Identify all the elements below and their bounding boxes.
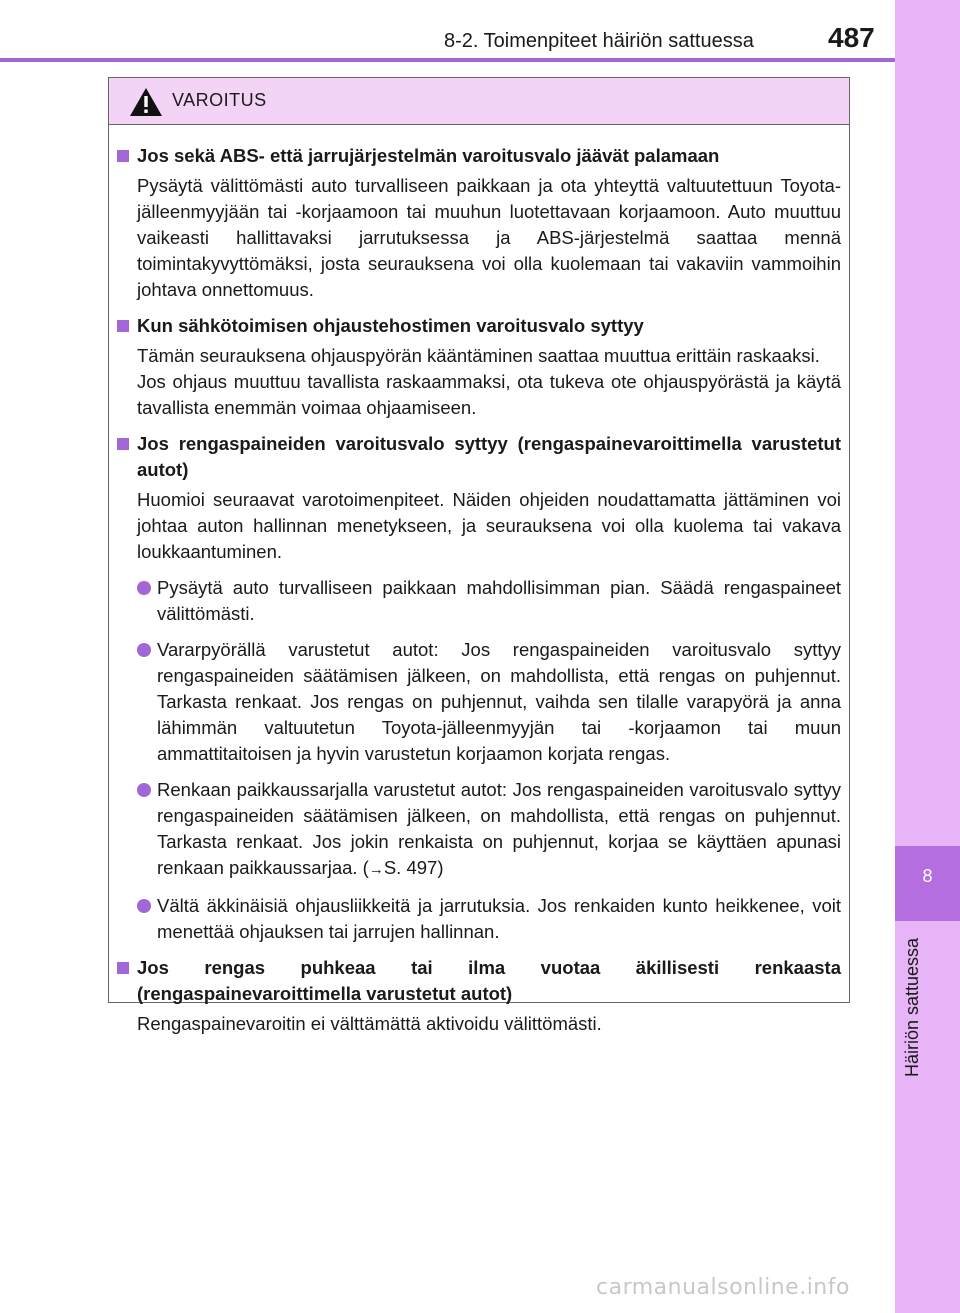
side-tab <box>895 0 960 1313</box>
warning-header <box>109 78 849 125</box>
item-heading: Kun sähkötoimisen ohjaustehostimen varoitusvalo syttyy <box>115 313 841 339</box>
paragraph: Jos ohjaus muuttuu tavallista raskaammaksi, ota tukeva ote ohjauspyörästä ja käytä tavallista enemmän voimaa ohjaamiseen. <box>137 371 841 418</box>
paragraph: Pysäytä välittömästi auto turvalliseen paikkaan ja ota yhteyttä valtuutettuun Toyota-jälleenmyyjään tai -korjaamoon tai muuhun luotettavaan korjaamoon. Auto muuttuu vaikeasti hallittavaksi jarrutuksessa ja ABS-järjestelmä saattaa mennä toimintakyvyttömäksi, josta seurauksena voi olla kuolemaan tai vakaviin vammoihin johtava onnettomuus. <box>137 175 841 300</box>
section-title: 8-2. Toimenpiteet häiriön sattuessa <box>444 30 754 52</box>
warning-title: VAROITUS <box>172 90 267 110</box>
page-reference-link[interactable]: S. 497) <box>383 857 444 878</box>
round-bullet-icon <box>137 899 151 913</box>
side-tab-number: 8 <box>922 866 933 886</box>
list-item: Vararpyörällä varustetut autot: Jos rengaspaineiden varoitusvalo syttyy rengaspaineiden säätämisen jälkeen, on mahdollista, että rengas on puhjennut. Tarkasta renkaat. Jos rengas on puhjennut, vaihda sen tilalle varapyörä ja anna lähimmän valtuutetun Toyota-jälleenmyyjän tai -korjaamon tai muun ammattitaitoisen ja hyvin varustetun korjaamon korjata rengas. <box>137 637 841 767</box>
square-bullet-icon <box>117 320 129 332</box>
paragraph: Tämän seurauksena ohjauspyörän kääntäminen saattaa muuttua erittäin raskaaksi. <box>137 345 820 366</box>
list-item: Pysäytä auto turvalliseen paikkaan mahdollisimman pian. Säädä rengaspaineet välittömästi. <box>137 575 841 627</box>
item-heading: Jos rengaspaineiden varoitusvalo syttyy (rengaspainevaroittimella varustetut autot) <box>115 431 841 483</box>
warning-box <box>108 77 850 1034</box>
page-number: 487 <box>828 22 875 53</box>
square-bullet-icon <box>117 438 129 450</box>
side-tab-label: Häiriön sattuessa <box>902 938 922 1078</box>
warning-body <box>109 125 849 1037</box>
warning-triangle-icon <box>129 87 163 117</box>
square-bullet-icon <box>117 962 129 974</box>
round-bullet-icon <box>137 643 151 657</box>
header-rule <box>0 58 895 62</box>
round-bullet-icon <box>137 783 151 797</box>
watermark: carmanualsonline.info <box>596 1275 850 1300</box>
list-item: Vältä äkkinäisiä ohjausliikkeitä ja jarrutuksia. Jos renkaiden kunto heikkenee, voit menettää ohjauksen tai jarrujen hallinnan. <box>137 893 841 945</box>
list-item: Renkaan paikkaussarjalla varustetut autot: Jos rengaspaineiden varoitusvalo syttyy rengaspaineiden säätämisen jälkeen, on mahdollista, että rengas on puhjennut. Tarkasta renkaat. Jos jokin renkaista on puhjennut, korjaa se käyttäen apunasi renkaan paikkaussarjaa. (→S. 497) <box>137 777 841 883</box>
item-heading: Jos sekä ABS- että jarrujärjestelmän varoitusvalo jäävät palamaan <box>115 143 841 169</box>
square-bullet-icon <box>117 150 129 162</box>
paragraph: Huomioi seuraavat varotoimenpiteet. Näiden ohjeiden noudattamatta jättäminen voi johtaa auton hallinnan menetykseen, ja seurauksena voi olla kuolema tai vakava loukkaantuminen. <box>137 489 841 562</box>
round-bullet-icon <box>137 581 151 595</box>
paragraph: Rengaspainevaroitin ei välttämättä aktivoidu välittömästi. <box>137 1013 602 1034</box>
item-heading: Jos rengas puhkeaa tai ilma vuotaa äkillisesti renkaasta (rengaspainevaroittimella varustetut autot) <box>115 955 841 1007</box>
arrow-right-icon: → <box>368 861 384 878</box>
